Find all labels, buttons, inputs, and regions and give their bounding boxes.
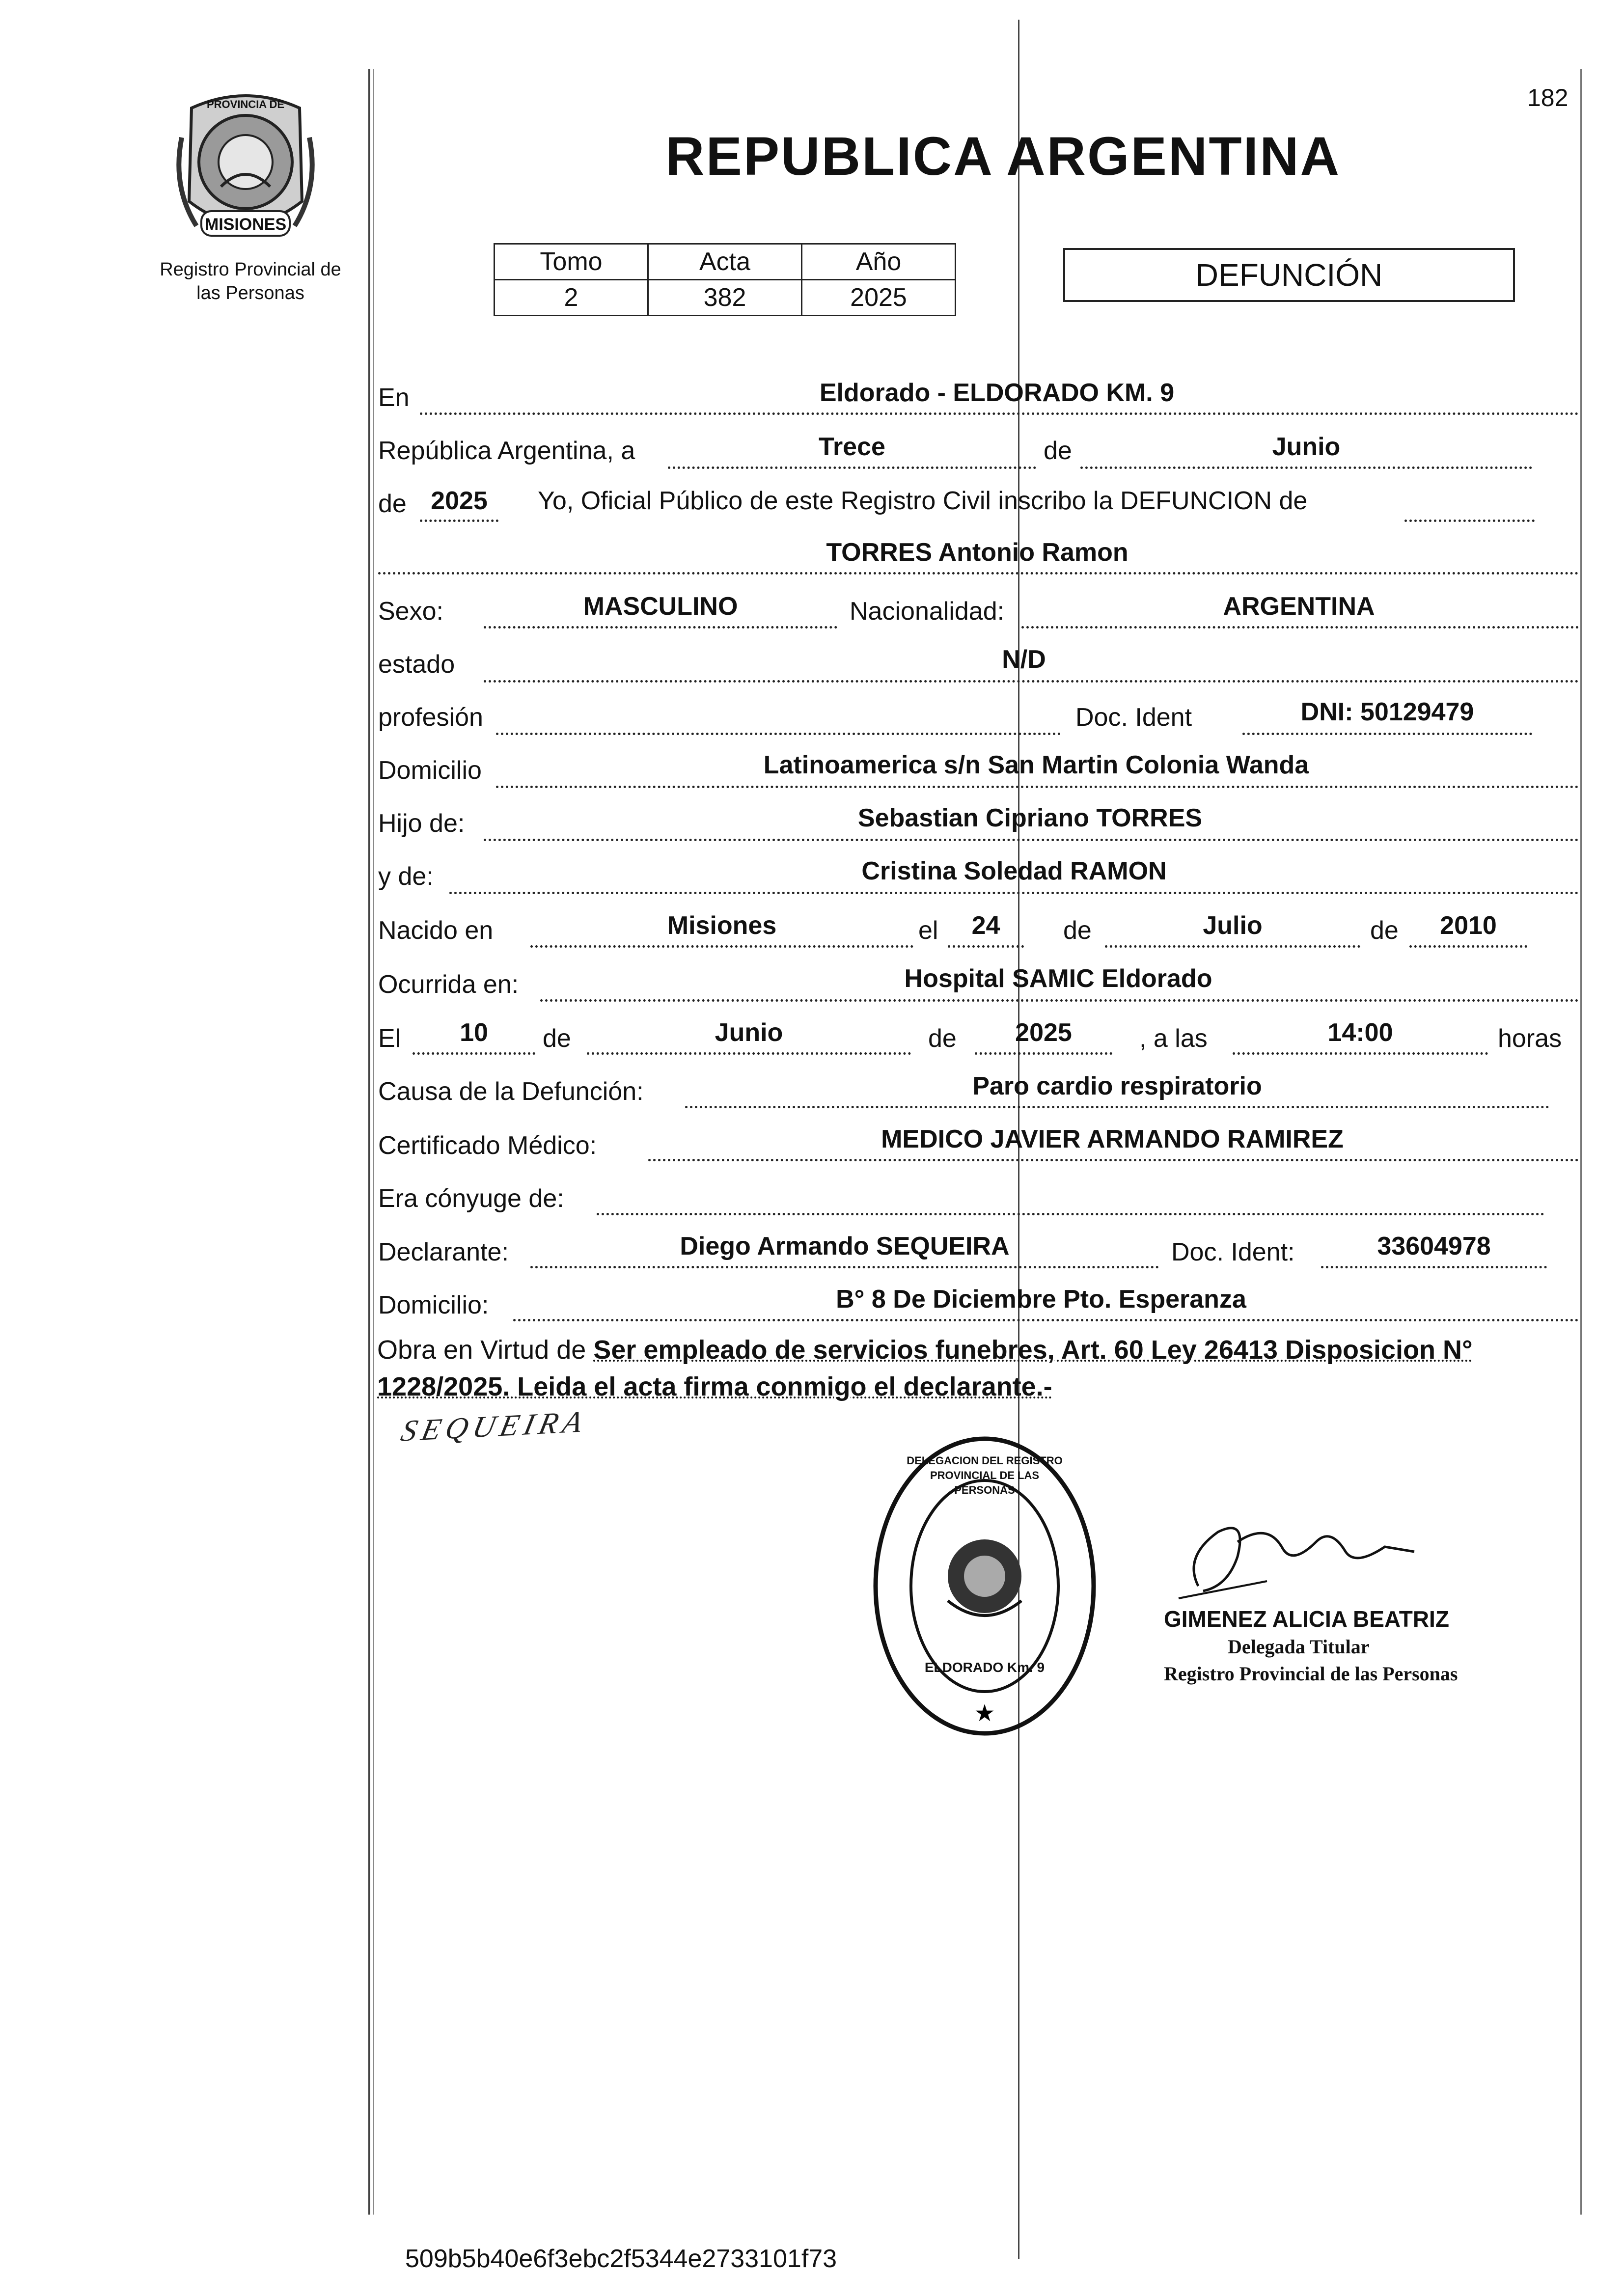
certificado-dotline bbox=[648, 1159, 1579, 1161]
doc-ident-dotline bbox=[1242, 733, 1532, 735]
de-label-5: de bbox=[543, 1024, 571, 1053]
official-name: GIMENEZ ALICIA BEATRIZ bbox=[1164, 1606, 1449, 1632]
birth-year-dotline bbox=[1409, 945, 1527, 948]
nacionalidad-dotline bbox=[1021, 626, 1579, 629]
declarant-signature: SEQUEIRA bbox=[398, 1405, 591, 1448]
record-reference-table bbox=[494, 243, 956, 316]
de-label-3: de bbox=[1063, 916, 1092, 945]
document-type-box: DEFUNCIÓN bbox=[1063, 248, 1515, 302]
obra-text-1: Ser empleado de servicios funebres, Art. 60 Ley 26413 Disposicion N° bbox=[593, 1335, 1473, 1365]
death-month: Junio bbox=[715, 1018, 783, 1047]
death-place-dotline bbox=[540, 999, 1579, 1002]
inscribo-dotline bbox=[1404, 520, 1535, 522]
declarante-value: Diego Armando SEQUEIRA bbox=[680, 1232, 1010, 1260]
official-role: Delegada Titular bbox=[1228, 1636, 1370, 1658]
hijo-de-label: Hijo de: bbox=[378, 809, 465, 838]
obra-label: Obra en Virtud de bbox=[377, 1335, 586, 1365]
birth-day: 24 bbox=[971, 911, 1000, 940]
registry-name bbox=[147, 258, 354, 305]
conyuge-label: Era cónyuge de: bbox=[378, 1184, 564, 1213]
anio-value: 2025 bbox=[802, 280, 956, 316]
death-place: Hospital SAMIC Eldorado bbox=[904, 964, 1212, 993]
death-year: 2025 bbox=[1015, 1018, 1072, 1047]
de-label-4: de bbox=[1370, 916, 1399, 945]
inscribo-text: Yo, Oficial Público de este Registro Civil inscribo la DEFUNCION de bbox=[538, 487, 1308, 515]
doc-ident-decl-value: 33604978 bbox=[1377, 1232, 1491, 1260]
estado-value: N/D bbox=[1002, 645, 1046, 674]
seal-outer-text: DELEGACION DEL REGISTRO PROVINCIAL DE LAS PERSONAS bbox=[907, 1454, 1063, 1496]
causa-value: Paro cardio respiratorio bbox=[972, 1072, 1262, 1100]
registry-name-line1: Registro Provincial de bbox=[160, 259, 341, 280]
conyuge-dotline bbox=[597, 1213, 1544, 1215]
ocurrida-en-label: Ocurrida en: bbox=[378, 970, 519, 999]
de-label-1: de bbox=[1044, 437, 1072, 465]
domicilio-dotline bbox=[496, 786, 1579, 788]
month-word: Junio bbox=[1272, 433, 1341, 461]
nacionalidad-value: ARGENTINA bbox=[1223, 592, 1375, 621]
death-hour: 14:00 bbox=[1327, 1018, 1393, 1047]
doc-ident-decl-label: Doc. Ident: bbox=[1171, 1238, 1295, 1266]
deceased-name: TORRES Antonio Ramon bbox=[826, 538, 1129, 567]
obra-line-2 bbox=[377, 1371, 1052, 1402]
acta-header: Acta bbox=[648, 244, 802, 280]
day-word-dotline bbox=[668, 466, 1036, 469]
tomo-header: Tomo bbox=[495, 244, 648, 280]
father-name: Sebastian Cipriano TORRES bbox=[857, 804, 1203, 832]
official-registry: Registro Provincial de las Personas bbox=[1164, 1663, 1458, 1685]
birth-year: 2010 bbox=[1440, 911, 1497, 940]
obra-line-1 bbox=[377, 1335, 1473, 1365]
mother-name: Cristina Soledad RAMON bbox=[861, 857, 1167, 885]
causa-label: Causa de la Defunción: bbox=[378, 1077, 644, 1106]
birth-day-dotline bbox=[948, 945, 1024, 948]
acta-value: 382 bbox=[648, 280, 802, 316]
place-dotline bbox=[420, 412, 1579, 415]
certificado-value: MEDICO JAVIER ARMANDO RAMIREZ bbox=[881, 1125, 1344, 1153]
birth-month-dotline bbox=[1105, 945, 1360, 948]
profesion-dotline bbox=[496, 733, 1061, 735]
year-dotline bbox=[420, 520, 498, 522]
a-las-label: , a las bbox=[1139, 1024, 1208, 1053]
horas-label: horas bbox=[1498, 1024, 1562, 1053]
declarante-dotline bbox=[530, 1266, 1159, 1268]
de-label-2: de bbox=[378, 490, 407, 518]
provincial-emblem bbox=[167, 88, 324, 250]
day-word: Trece bbox=[819, 433, 885, 461]
place-value: Eldorado - ELDORADO KM. 9 bbox=[819, 379, 1175, 407]
domicilio-label: Domicilio bbox=[378, 756, 482, 785]
doc-ident-decl-dotline bbox=[1321, 1266, 1547, 1268]
en-label: En bbox=[378, 384, 410, 412]
domicilio-decl-dotline bbox=[513, 1319, 1579, 1321]
birth-month: Julio bbox=[1203, 911, 1263, 940]
sexo-dotline bbox=[484, 626, 837, 629]
death-hour-dotline bbox=[1233, 1052, 1488, 1055]
registry-name-line2: las Personas bbox=[196, 283, 304, 303]
page-number: 182 bbox=[1527, 84, 1569, 111]
official-seal bbox=[869, 1434, 1100, 1738]
causa-dotline bbox=[685, 1106, 1549, 1108]
death-day-dotline bbox=[413, 1052, 535, 1055]
doc-ident-value: DNI: 50129479 bbox=[1300, 698, 1474, 726]
seal-inner-text: ELDORADO Km. 9 bbox=[924, 1660, 1045, 1675]
official-signature bbox=[1169, 1512, 1424, 1611]
sexo-label: Sexo: bbox=[378, 597, 443, 626]
birth-place-dotline bbox=[530, 945, 913, 948]
y-de-label: y de: bbox=[378, 862, 434, 891]
estado-dotline bbox=[484, 680, 1579, 683]
anio-header: Año bbox=[802, 244, 956, 280]
father-dotline bbox=[484, 839, 1579, 841]
republica-label: República Argentina, a bbox=[378, 437, 635, 465]
domicilio-decl-label: Domicilio: bbox=[378, 1291, 489, 1319]
emblem-top-text: PROVINCIA DE bbox=[206, 98, 285, 110]
doc-ident-label: Doc. Ident bbox=[1075, 703, 1192, 732]
el-cap-label: El bbox=[378, 1024, 401, 1053]
el-label: el bbox=[918, 916, 938, 945]
obra-text-2: 1228/2025. Leida el acta firma conmigo el declarante.- bbox=[377, 1372, 1052, 1401]
certificado-label: Certificado Médico: bbox=[378, 1131, 597, 1160]
death-year-dotline bbox=[975, 1052, 1112, 1055]
month-word-dotline bbox=[1080, 466, 1532, 469]
document-title: REPUBLICA ARGENTINA bbox=[665, 126, 1341, 187]
profesion-label: profesión bbox=[378, 703, 483, 732]
registration-year: 2025 bbox=[431, 487, 488, 515]
document-hash: 509b5b40e6f3ebc2f5344e2733101f73 bbox=[405, 2245, 837, 2273]
tomo-value: 2 bbox=[495, 280, 648, 316]
domicilio-value: Latinoamerica s/n San Martin Colonia Wanda bbox=[763, 751, 1309, 779]
left-margin-line-inner bbox=[373, 69, 374, 2215]
emblem-bottom-text: MISIONES bbox=[204, 215, 287, 234]
estado-label: estado bbox=[378, 650, 455, 679]
death-day: 10 bbox=[460, 1018, 488, 1047]
declarante-label: Declarante: bbox=[378, 1238, 509, 1266]
nacionalidad-label: Nacionalidad: bbox=[850, 597, 1005, 626]
de-label-6: de bbox=[928, 1024, 957, 1053]
domicilio-decl-value: B° 8 De Diciembre Pto. Esperanza bbox=[836, 1285, 1246, 1314]
mother-dotline bbox=[449, 892, 1579, 894]
sexo-value: MASCULINO bbox=[583, 592, 738, 621]
birth-place: Misiones bbox=[667, 911, 777, 940]
name-dotline bbox=[378, 572, 1579, 575]
nacido-en-label: Nacido en bbox=[378, 916, 494, 945]
right-margin-line bbox=[1580, 69, 1582, 2215]
left-margin-line bbox=[368, 69, 370, 2215]
svg-text:★: ★ bbox=[974, 1699, 995, 1727]
death-month-dotline bbox=[587, 1052, 911, 1055]
